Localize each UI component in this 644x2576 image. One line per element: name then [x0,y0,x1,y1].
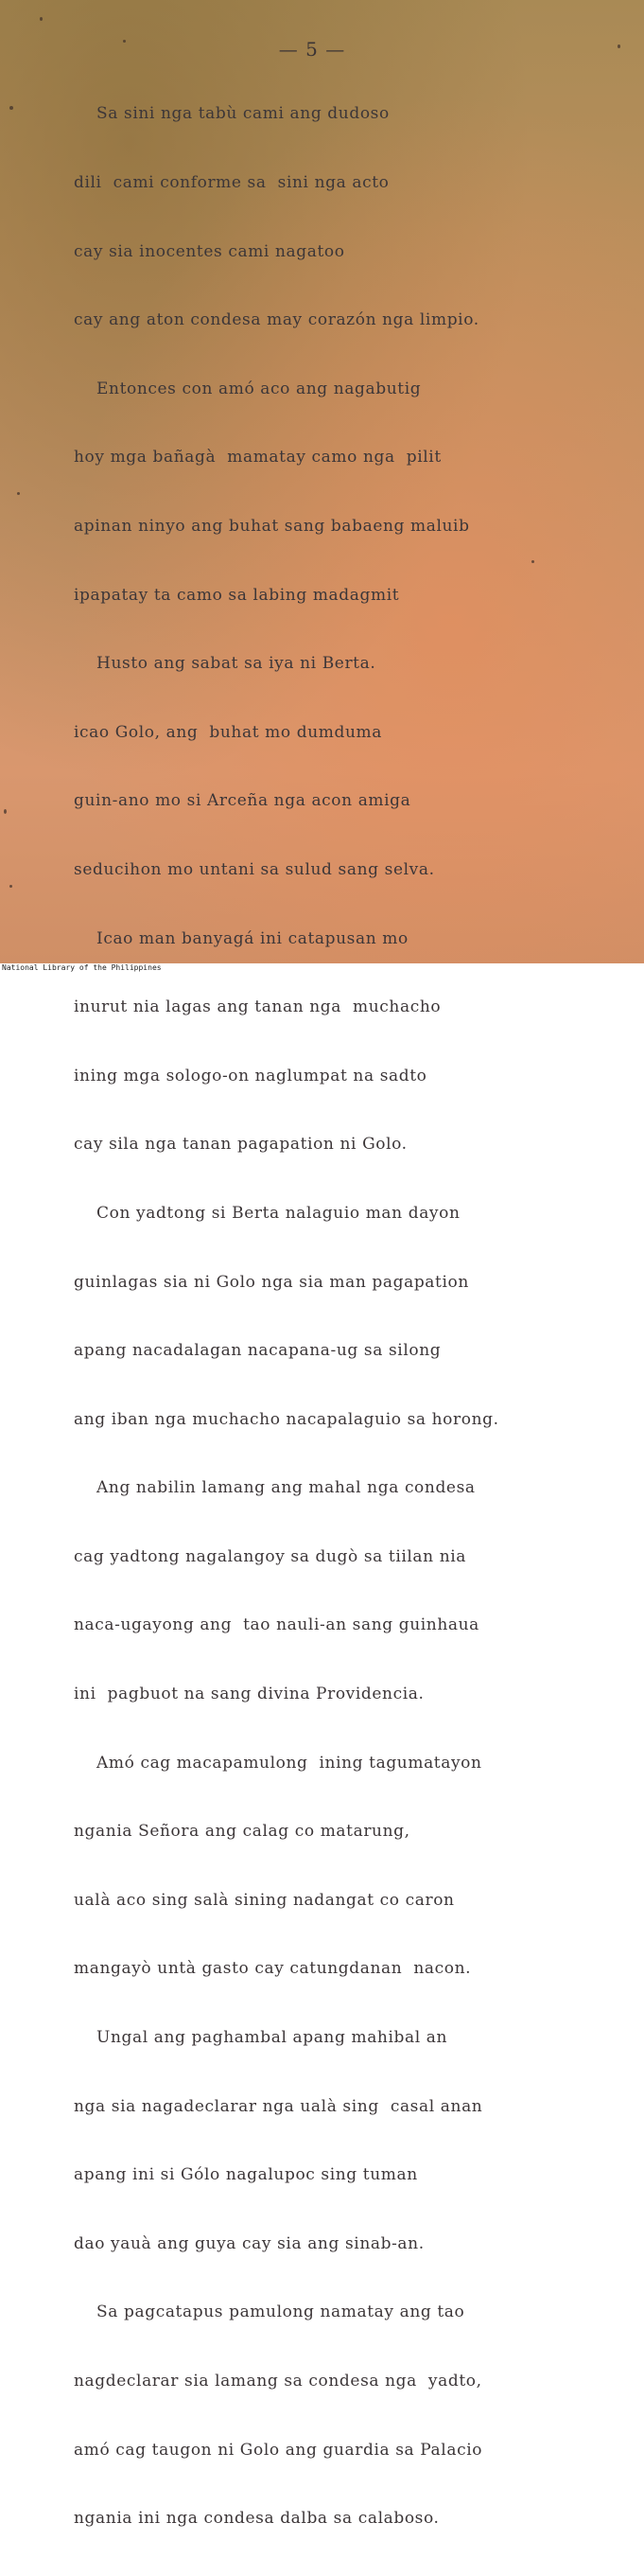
poem-text-block [74,57,641,2576]
text-line: Sa sini nga tabù cami ang dudoso [74,104,390,124]
text-line: dao yauà ang guya cay sia ang sinab-an. [74,2233,425,2253]
text-line: ang iban nga muchacho nacapalaguio sa horong. [74,1409,499,1429]
paper-speck [4,809,7,814]
text-line: guinlagas sia ni Golo nga sia man pagapation [74,1272,469,1292]
text-line: Entonces con amó aco ang nagabutig [74,379,422,398]
text-line: nga sia nagadeclarar nga ualà sing casal anan [74,2096,483,2116]
text-line: icao Golo, ang buhat mo dumduma [74,722,382,742]
text-line: amó cag taugon ni Golo ang guardia sa Palacio [74,2440,483,2460]
text-line: hoy mga bañagà mamatay camo nga pilit [74,448,442,468]
text-line: Husto ang sabat sa iya ni Berta. [74,654,376,674]
text-line: cay ang aton condesa may corazón nga limpio. [74,310,479,330]
text-line: naca-ugayong ang tao nauli-an sang guinhaua [74,1615,479,1635]
page-number: — 5 — [278,38,346,61]
text-line: apang ini si Gólo nagalupoc sing tuman [74,2165,418,2185]
paper-speck [9,885,12,888]
text-line: ining mga sologo-on naglumpat na sadto [74,1066,427,1085]
text-line: apinan ninyo ang buhat sang babaeng maluib [74,516,470,536]
text-line: cay sila nga tanan pagapation ni Golo. [74,1135,408,1155]
paper-speck [40,17,43,21]
text-line: ngania Señora ang calag co matarung, [74,1822,410,1842]
paper-speck [9,106,13,110]
paper-speck [123,40,126,43]
text-line: Ungal ang paghambal apang mahibal an [74,2028,448,2048]
paper-speck [618,44,620,48]
text-line: ini pagbuot na sang divina Providencia. [74,1685,425,1704]
footer-bar [0,963,644,973]
text-line: Ang nabilin lamang ang mahal nga condesa [74,1478,476,1498]
text-line: inurut nia lagas ang tanan nga muchacho [74,997,442,1017]
text-line: apang nacadalagan nacapana-ug sa silong [74,1341,442,1361]
text-line: dili cami conforme sa sini nga acto [74,173,390,192]
text-line: ipapatay ta camo sa labing madagmit [74,585,400,605]
text-line: ualà aco sing salà sining nadangat co caron [74,1890,455,1910]
text-line: guin-ano mo si Arceña nga acon amiga [74,791,411,811]
text-line: ngania ini nga condesa dalba sa calaboso. [74,2509,440,2529]
text-line: Icao man banyagá ini catapusan mo [74,928,409,948]
paper-speck [17,492,20,495]
text-line: cag yadtong nagalangoy sa dugò sa tiilan nia [74,1546,467,1566]
text-line: Amó cag macapamulong ining tagumatayon [74,1753,482,1773]
library-credit: National Library of the Philippines [2,963,162,972]
text-line: seducihon mo untani sa sulud sang selva. [74,859,435,879]
text-line: cay sia inocentes cami nagatoo [74,241,345,261]
text-line: Con yadtong si Berta nalaguio man dayon [74,1203,461,1223]
paper-speck [531,560,534,563]
text-line: Sa pagcatapus pamulong namatay ang tao [74,2303,465,2322]
text-line: mangayò untà gasto cay catungdanan nacon. [74,1959,472,1979]
text-line: nagdeclarar sia lamang sa condesa nga yadto, [74,2372,482,2391]
